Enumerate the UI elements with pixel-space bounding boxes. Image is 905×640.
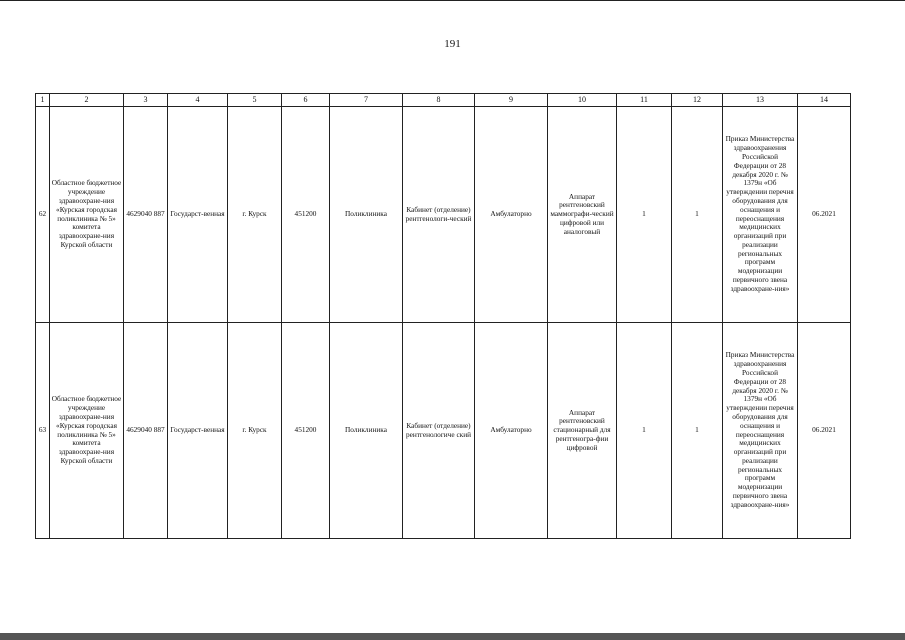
- column-header: 12: [672, 94, 723, 107]
- row-number-cell: 63: [36, 323, 50, 539]
- organization-cell: Областное бюджетное учреждение здравоохране-ния «Курская городская поликлиника № 5» комитета здравоохране-ния Курской области: [50, 107, 124, 323]
- facility-type-cell: Поликлиника: [330, 323, 403, 539]
- page-top-edge: [0, 0, 905, 1]
- ownership-cell: Государст-венная: [168, 323, 228, 539]
- table-header-row: [36, 94, 851, 107]
- facility-type-cell: Поликлиника: [330, 107, 403, 323]
- index-cell: 451200: [282, 323, 330, 539]
- quantity-cell: 1: [672, 107, 723, 323]
- date-cell: 06.2021: [798, 323, 851, 539]
- unit-cell: Кабинет (отделение) рентгенологиче ский: [403, 323, 475, 539]
- column-header: 3: [124, 94, 168, 107]
- table-row: [36, 323, 851, 539]
- equipment-cell: Аппарат рентгеновский стационарный для рентгеногра-фии цифровой: [548, 323, 617, 539]
- column-header: 13: [723, 94, 798, 107]
- column-header: 8: [403, 94, 475, 107]
- column-header: 9: [475, 94, 548, 107]
- quantity-cell: 1: [617, 323, 672, 539]
- column-header: 4: [168, 94, 228, 107]
- column-header: 1: [36, 94, 50, 107]
- order-cell: Приказ Министерства здравоохранения Российской Федерации от 28 декабря 2020 г. № 1379н «Об утверждении перечня оборудования для оснащения и переоснащения медицинских организаций при реализации региональных программ модернизации первичного звена здравоохране-ния»: [723, 107, 798, 323]
- city-cell: г. Курск: [228, 323, 282, 539]
- column-header: 11: [617, 94, 672, 107]
- order-cell: Приказ Министерства здравоохранения Российской Федерации от 28 декабря 2020 г. № 1379н «Об утверждении перечня оборудования для оснащения и переоснащения медицинских организаций при реализации региональных программ модернизации первичного звена здравоохране-ния»: [723, 323, 798, 539]
- care-mode-cell: Амбулаторно: [475, 323, 548, 539]
- inn-cell: 4629040 887: [124, 107, 168, 323]
- ownership-cell: Государст-венная: [168, 107, 228, 323]
- column-header: 2: [50, 94, 124, 107]
- table-row: [36, 107, 851, 323]
- column-header: 14: [798, 94, 851, 107]
- page-bottom-edge: [0, 633, 905, 640]
- column-header: 10: [548, 94, 617, 107]
- column-header: 7: [330, 94, 403, 107]
- page-number: 191: [444, 38, 461, 50]
- organization-cell: Областное бюджетное учреждение здравоохране-ния «Курская городская поликлиника № 5» комитета здравоохране-ния Курской области: [50, 323, 124, 539]
- row-number-cell: 62: [36, 107, 50, 323]
- column-header: 5: [228, 94, 282, 107]
- data-table: [35, 93, 851, 539]
- city-cell: г. Курск: [228, 107, 282, 323]
- quantity-cell: 1: [672, 323, 723, 539]
- unit-cell: Кабинет (отделение) рентгенологи-ческий: [403, 107, 475, 323]
- inn-cell: 4629040 887: [124, 323, 168, 539]
- column-header: 6: [282, 94, 330, 107]
- index-cell: 451200: [282, 107, 330, 323]
- equipment-cell: Аппарат рентгеновский маммографи-ческий цифровой или аналоговый: [548, 107, 617, 323]
- quantity-cell: 1: [617, 107, 672, 323]
- date-cell: 06.2021: [798, 107, 851, 323]
- care-mode-cell: Амбулаторно: [475, 107, 548, 323]
